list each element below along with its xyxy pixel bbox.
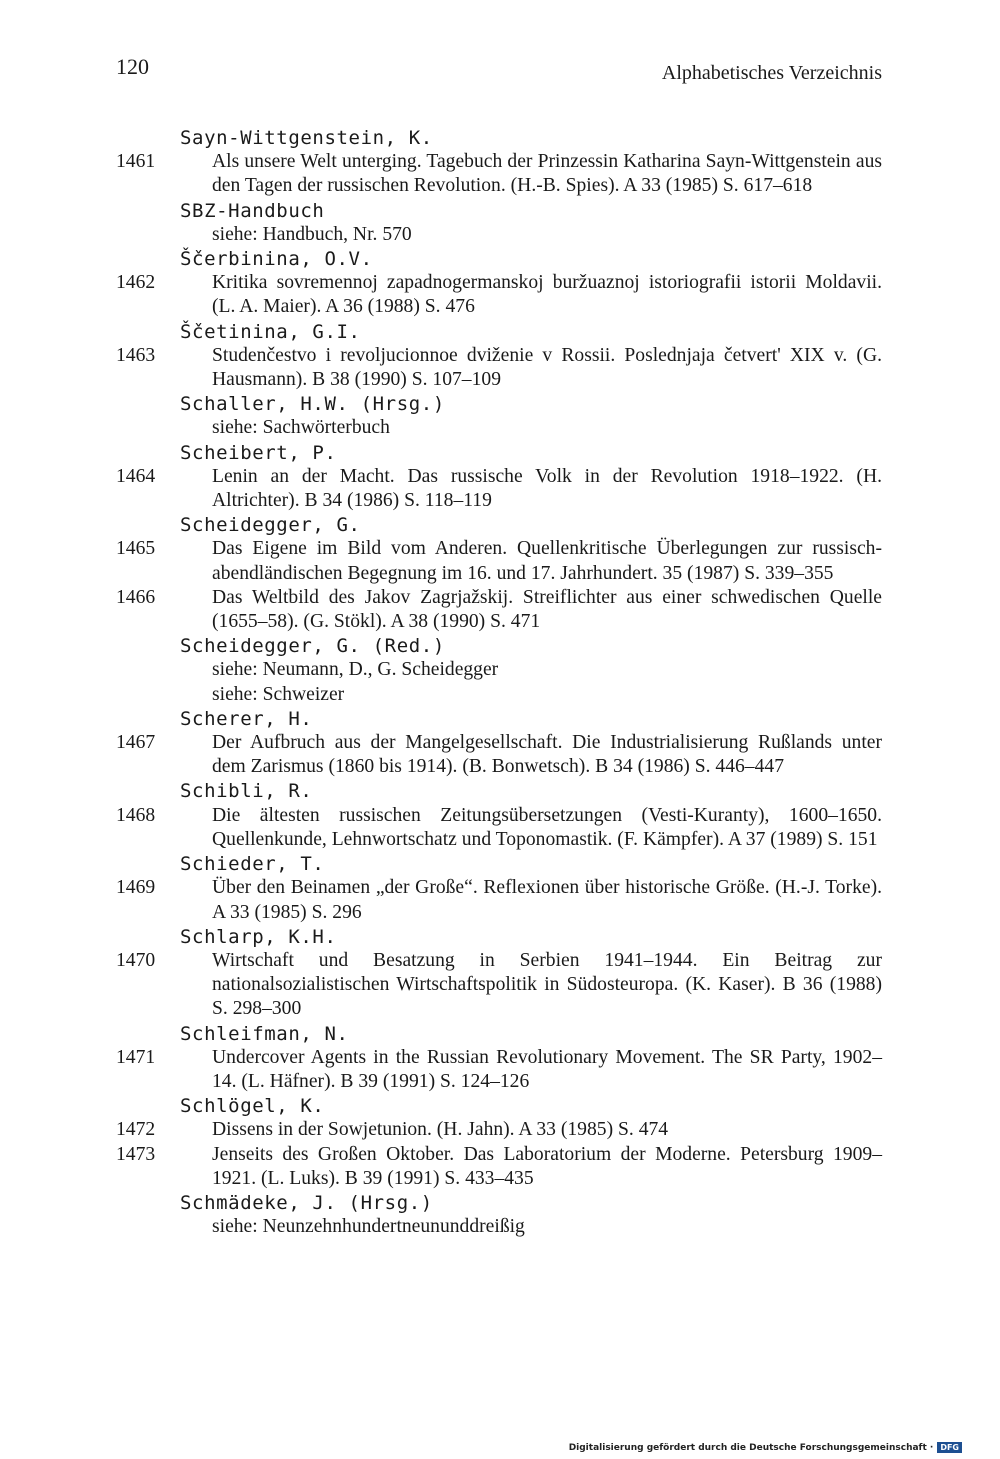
entry-citation: Jenseits des Großen Oktober. Das Laboratorium der Moderne. Petersburg 1909–1921. (L. Luks). B 39 (1991) S. 433–435 [212, 1143, 882, 1189]
entry-number: 1462 [116, 272, 156, 294]
running-title: Alphabetisches Verzeichnis [661, 62, 882, 84]
author-heading: Schlarp, K.H. [180, 925, 337, 948]
entry-item [116, 949, 882, 1022]
author-heading: Scheidegger, G. (Red.) [180, 635, 445, 658]
entry-item [116, 1118, 882, 1142]
entry-number: 1467 [116, 732, 156, 754]
entry-item [116, 731, 882, 779]
author-heading: Scherer, H. [180, 707, 313, 730]
entry-number: 1468 [116, 804, 156, 826]
entry-number: 1465 [116, 538, 156, 560]
see-also-reference: siehe: Sachwörterbuch [212, 417, 390, 439]
entry-citation: Über den Beinamen „der Große“. Reflexionen über historische Größe. (H.-J. Torke). A 33 (1985) S. 296 [212, 877, 882, 923]
entry-citation: Der Aufbruch aus der Mangelgesellschaft. Die Industrialisierung Rußlands unter dem Zarismus (1860 bis 1914). (B. Bonwetsch). B 34 (1986) S. 446–447 [212, 732, 882, 778]
entry-citation: Das Weltbild des Jakov Zagrjažskij. Streiflichter aus einer schwedischen Quelle (1655–58). (G. Stökl). A 38 (1990) S. 471 [212, 586, 882, 633]
entry-number: 1473 [116, 1143, 156, 1165]
page-number: 120 [116, 54, 149, 79]
dfg-logo: DFG [937, 1442, 962, 1453]
entry-item [116, 1143, 882, 1191]
author-heading: Ščetinina, G.I. [180, 320, 361, 343]
entry-citation: Studenčestvo i revoljucionnoe dviženie v Rossii. Poslednjaja četvert' XIX v. (G. Hausmann). B 38 (1990) S. 107–109 [212, 344, 882, 391]
entry-number: 1463 [116, 344, 156, 366]
see-also-reference: siehe: Handbuch, Nr. 570 [212, 223, 412, 245]
bibliography-list [116, 126, 882, 1239]
entry-item [116, 465, 882, 513]
entry-number: 1461 [116, 151, 156, 173]
author-heading: Schmädeke, J. (Hrsg.) [180, 1191, 433, 1214]
author-heading: Scheidegger, G. [180, 514, 361, 537]
author-heading: Scheibert, P. [180, 441, 337, 464]
author-heading: Sayn-Wittgenstein, K. [180, 127, 433, 149]
entry-citation: Dissens in der Sowjetunion. (H. Jahn). A 33 (1985) S. 474 [212, 1119, 669, 1141]
entry-number: 1471 [116, 1046, 156, 1068]
author-heading: Schlögel, K. [180, 1095, 325, 1118]
digitization-credit [569, 1442, 962, 1453]
entry-number: 1466 [116, 586, 156, 608]
entry-citation: Die ältesten russischen Zeitungsübersetzungen (Vesti-Kuranty), 1600–1650. Quellenkunde, Lehnwortschatz und Toponomastik. (F. Kämpfer). A 37 (1989) S. 151 [212, 804, 882, 850]
entry-item [116, 586, 882, 634]
author-heading: SBZ-Handbuch [180, 199, 325, 222]
entry-item [116, 804, 882, 852]
entry-citation: Wirtschaft und Besatzung in Serbien 1941–1944. Ein Beitrag zur nationalsozialistischen Wirtschaftspolitik in Südosteuropa. (K. Kaser). B 36 (1988) S. 298–300 [212, 949, 882, 1020]
entry-number: 1464 [116, 465, 156, 487]
entry-citation: Als unsere Welt unterging. Tagebuch der Prinzessin Katharina Sayn-Wittgenstein aus den Tagen der russischen Revolution. (H.-B. Spies). A 33 (1985) S. 617–618 [212, 151, 882, 197]
entry-item [116, 1046, 882, 1094]
see-also-reference: siehe: Schweizer [212, 683, 345, 705]
author-heading: Schleifman, N. [180, 1022, 349, 1045]
author-heading: Schieder, T. [180, 853, 325, 876]
entry-citation: Das Eigene im Bild vom Anderen. Quellenkritische Überlegungen zur russisch-abendländischen Begegnung im 16. und 17. Jahrhundert. 35 (1987) S. 339–355 [212, 538, 882, 584]
entry-item [116, 150, 882, 198]
entry-item [116, 271, 882, 319]
entry-number: 1470 [116, 949, 156, 971]
credit-text: Digitalisierung gefördert durch die Deutsche Forschungsgemeinschaft · [568, 1442, 934, 1453]
entry-item [116, 876, 882, 924]
author-heading: Schaller, H.W. (Hrsg.) [180, 393, 445, 416]
entry-citation: Lenin an der Macht. Das russische Volk in der Revolution 1918–1922. (H. Altrichter). B 34 (1986) S. 118–119 [212, 465, 882, 512]
entry-citation: Undercover Agents in the Russian Revolutionary Movement. The SR Party, 1902–14. (L. Häfner). B 39 (1991) S. 124–126 [212, 1046, 882, 1092]
author-heading: Ščerbinina, O.V. [180, 248, 373, 271]
entry-citation: Kritika sovremennoj zapadnogermanskoj buržuaznoj istoriografii istorii Moldavii. (L. A. Maier). A 36 (1988) S. 476 [212, 272, 882, 318]
see-also-reference: siehe: Neumann, D., G. Scheidegger [212, 659, 499, 681]
entry-number: 1472 [116, 1119, 156, 1141]
entry-item [116, 344, 882, 392]
author-heading: Schibli, R. [180, 780, 313, 803]
entry-item [116, 537, 882, 585]
entry-number: 1469 [116, 877, 156, 899]
see-also-reference: siehe: Neunzehnhundertneununddreißig [212, 1216, 525, 1238]
